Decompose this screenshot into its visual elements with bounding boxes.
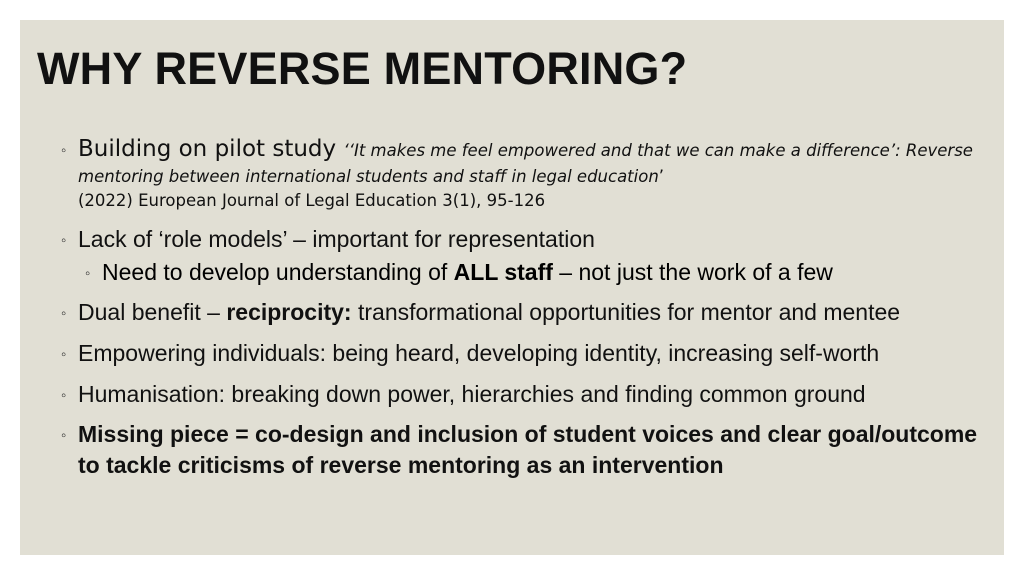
bullet-pilot-study	[60, 134, 995, 213]
bullet-dual-benefit	[60, 297, 995, 328]
bullet-role-models	[60, 224, 995, 255]
bullet-marker-icon: ◦	[85, 265, 91, 282]
sub-bullet-text-after: – not just the work of a few	[552, 259, 833, 285]
paper-title: It makes me feel empowered and that we can make a difference’: Reverse mentoring between international students and staff in legal education	[78, 141, 973, 186]
bullet-lead-text: Building on pilot study	[78, 136, 344, 162]
sub-bullet-all-staff	[60, 257, 995, 288]
bullet-bold-text: Missing piece = co-design and inclusion of student voices and clear goal/outcome to tackle criticisms of reverse mentoring as an intervention	[78, 421, 978, 478]
bullet-marker-icon: ◦	[61, 427, 67, 444]
slide	[20, 20, 1004, 555]
bullet-marker-icon: ◦	[61, 142, 67, 159]
bullet-humanisation	[60, 379, 995, 410]
bullet-bold-text: reciprocity:	[226, 299, 352, 325]
bullet-text-before: Dual benefit –	[78, 299, 227, 325]
bullet-text: Lack of ‘role models’ – important for representation	[78, 226, 595, 252]
sub-bullet-bold-text: ALL staff	[453, 259, 553, 285]
paper-citation: (2022) European Journal of Legal Education 3(1), 95-126	[78, 191, 546, 210]
bullet-empowering	[60, 338, 995, 369]
bullet-marker-icon: ◦	[61, 387, 67, 404]
bullet-text-after: transformational opportunities for mentor and mentee	[351, 299, 901, 325]
bullet-marker-icon: ◦	[61, 305, 67, 322]
bullet-marker-icon: ◦	[61, 232, 67, 249]
sub-bullet-text-before: Need to develop understanding of	[102, 259, 454, 285]
quote-close-mark: ’	[658, 167, 665, 186]
bullet-missing-piece	[60, 419, 995, 481]
bullet-text: Empowering individuals: being heard, developing identity, increasing self-worth	[78, 340, 880, 366]
bullet-list	[60, 134, 995, 481]
bullet-marker-icon: ◦	[61, 346, 67, 363]
bullet-text: Humanisation: breaking down power, hierarchies and finding common ground	[78, 381, 866, 407]
slide-title: WHY REVERSE MENTORING?	[37, 43, 688, 94]
quote-open-mark: ‘‘	[343, 141, 354, 160]
